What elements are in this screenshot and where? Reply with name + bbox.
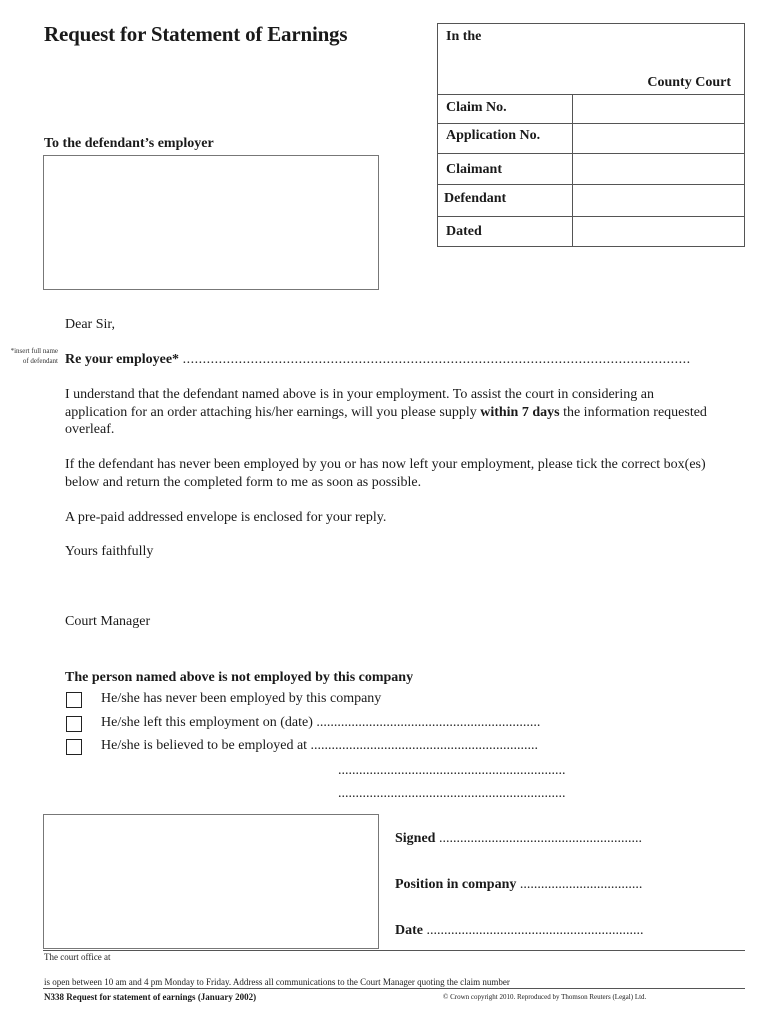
dated-row[interactable] [438,216,744,247]
claimant-label: Claimant [446,162,502,177]
application-number-label: Application No. [446,128,541,143]
request-text-end: the information requested overleaf. [65,404,707,437]
application-number-row[interactable] [438,123,744,154]
request-paragraph [65,386,715,439]
position-field[interactable] [395,877,680,893]
defendant-label: Defendant [444,191,507,206]
claimant-row[interactable] [438,153,744,185]
employer-address-line[interactable]: ................................................................. [338,763,566,778]
position-dots: ................................... [516,877,643,892]
closing: Yours faithfully [65,544,154,559]
not-employed-heading: The person named above is not employed by this company [65,670,414,685]
never-employed-checkbox[interactable] [66,692,82,708]
page-title: Request for Statement of Earnings [44,22,348,46]
date-dots: .............................................................. [423,923,644,938]
county-court-label: County Court [647,75,731,90]
signed-label: Signed [395,831,436,846]
request-text: I understand that the defendant named above is in your employment. To assist the court in considering an application for an order attaching his/her earnings, will you please supply [65,387,654,420]
form-reference: N338 Request for statement of earnings (January 2002) [44,992,257,1002]
to-employer-heading: To the defendant’s employer [44,136,214,151]
court-office-label: The court office at [44,952,111,962]
employed-elsewhere-checkbox[interactable] [66,739,82,755]
opening-hours: is open between 10 am and 4 pm Monday to Friday. Address all communications to the Court Manager quoting the claim number [44,977,510,987]
never-employed-label: He/she has never been employed by this company [101,691,382,706]
deadline-emphasis: within 7 days [480,404,560,420]
salutation: Dear Sir, [65,317,115,332]
court-stamp-box[interactable] [43,814,379,949]
row-divider [572,216,573,247]
claim-number-row[interactable] [438,94,744,124]
re-employee-dots: ............................................................................................................................... [182,352,691,367]
re-employee-label: Re your employee* [65,352,180,367]
defendant-row[interactable] [438,184,744,217]
footer-rule [43,950,745,951]
date-label: Date [395,923,423,938]
envelope-note: A pre-paid addressed envelope is enclosed for your reply. [65,510,387,525]
footer-rule [43,988,745,989]
employer-address-line[interactable]: ................................................................. [338,786,566,801]
employer-address-box[interactable] [43,155,379,290]
row-divider [572,184,573,216]
court-name-field[interactable] [438,24,744,95]
signed-dots: .......................................................... [435,831,642,846]
row-divider [572,123,573,153]
in-the-label: In the [446,29,482,44]
row-divider [572,153,573,184]
date-field[interactable] [395,923,680,939]
signed-field[interactable] [395,831,680,847]
employed-elsewhere-label: He/she is believed to be employed at ................................................................. [101,738,539,753]
re-employee-line[interactable] [65,352,705,368]
insert-name-note: *insert full name of defendant [10,347,58,365]
dated-label: Dated [446,224,482,239]
court-details-box [437,23,745,247]
left-employment-checkbox[interactable] [66,716,82,732]
copyright-notice: © Crown copyright 2010. Reproduced by Thomson Reuters (Legal) Ltd. [443,993,647,1001]
claim-number-label: Claim No. [446,100,507,115]
signatory: Court Manager [65,614,151,629]
row-divider [572,94,573,123]
left-employment-label: He/she left this employment on (date) ................................................................ [101,715,541,730]
position-label: Position in company [395,877,517,892]
not-employed-instruction: If the defendant has never been employed by you or has now left your employment, please tick the correct box(es) below and return the completed form to me as soon as possible. [65,457,706,490]
